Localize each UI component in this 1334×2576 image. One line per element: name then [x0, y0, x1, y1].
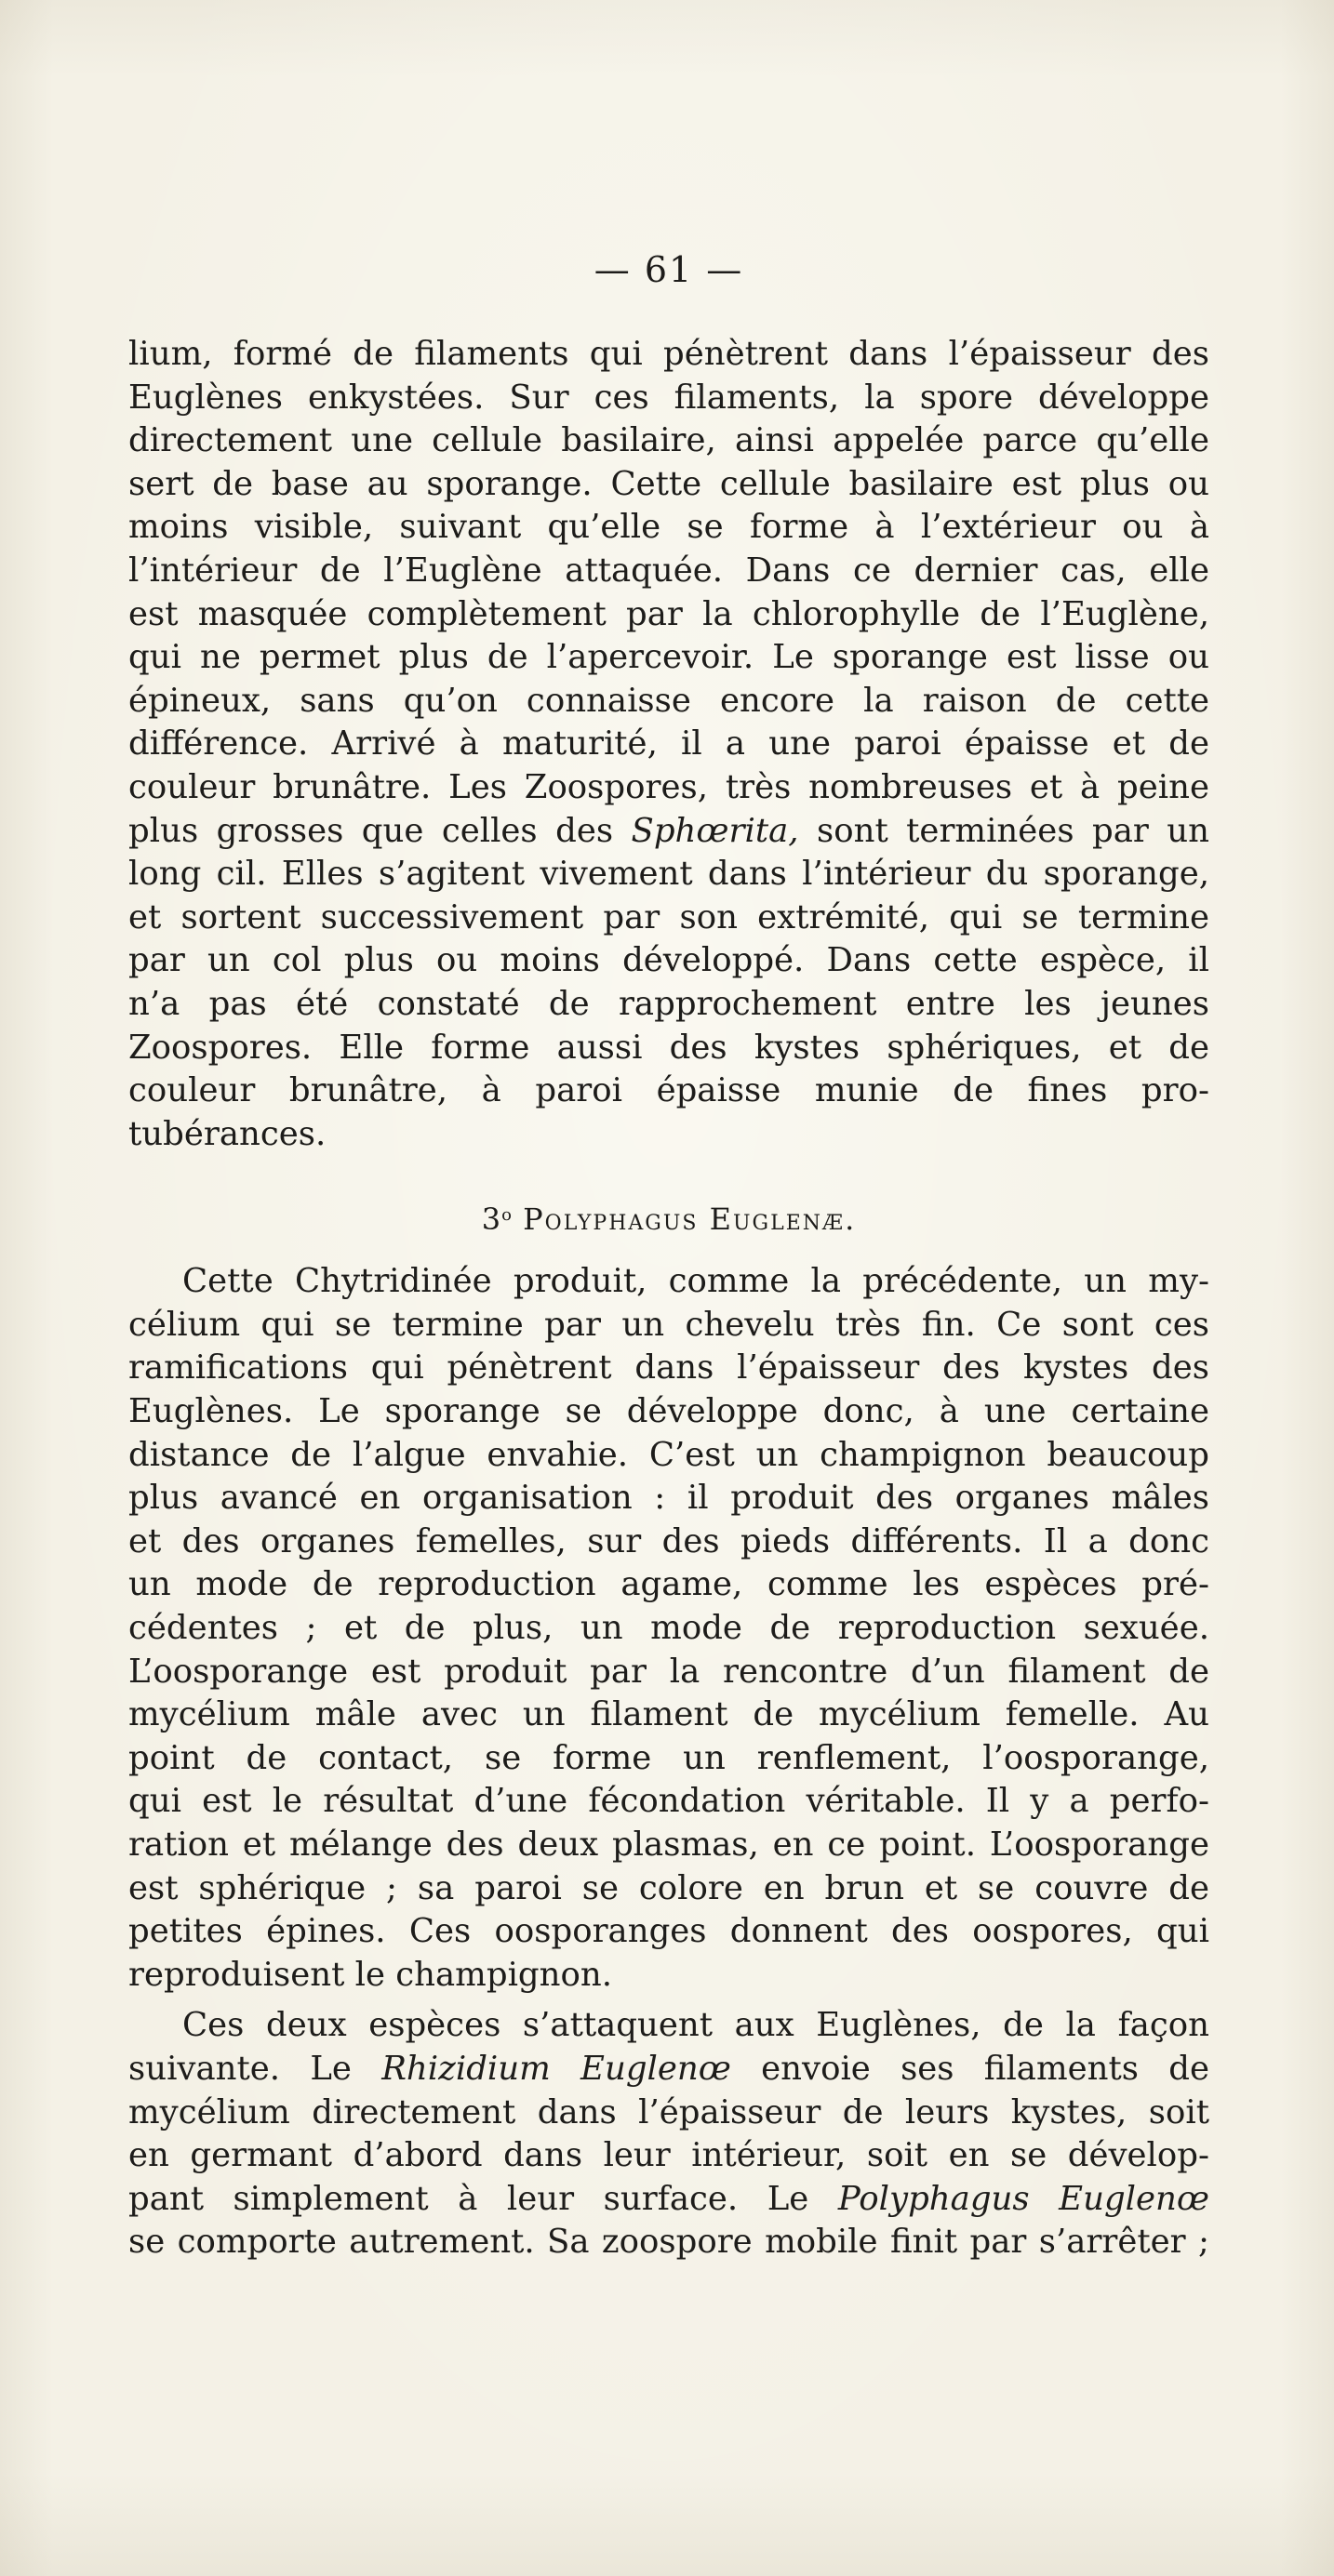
- text-line: couleur brunâtre, à paroi épaisse munie de fines pro-: [128, 1071, 1209, 1110]
- text-line: mycélium mâle avec un filament de mycélium femelle. Au: [128, 1695, 1209, 1734]
- text-line: moins visible, suivant qu’elle se forme à l’extérieur ou à: [128, 508, 1209, 547]
- text-line: directement une cellule basilaire, ainsi appelée parce qu’elle: [128, 421, 1209, 460]
- text-line-with-italic: [128, 2048, 1209, 2091]
- book-page: [128, 251, 1209, 2264]
- text-line: en germant d’abord dans leur intérieur, soit en se dévelop-: [128, 2136, 1209, 2175]
- paragraph-2: [128, 1260, 1209, 1997]
- text-line: distance de l’algue envahie. C’est un champignon beaucoup: [128, 1435, 1209, 1474]
- text-run: plus grosses que celles des: [128, 811, 632, 850]
- italic-taxon: Sphœrita,: [631, 811, 799, 850]
- text-line: mycélium directement dans l’épaisseur de leurs kystes, soit: [128, 2092, 1209, 2131]
- text-line: qui ne permet plus de l’apercevoir. Le sporange est lisse ou: [128, 638, 1209, 677]
- text-line-with-italic: [128, 2178, 1209, 2222]
- italic-taxon: Rhizidium Euglenœ: [381, 2049, 731, 2088]
- italic-taxon: Polyphagus Euglenœ: [837, 2179, 1209, 2218]
- text-run: pant simplement à leur surface. Le: [128, 2179, 838, 2218]
- text-line: qui est le résultat d’une fécondation véritable. Il y a perfo-: [128, 1782, 1209, 1821]
- text-line: se comporte autrement. Sa zoospore mobile finit par s’arrêter ;: [128, 2223, 1209, 2262]
- text-line: petites épines. Ces oosporanges donnent des oospores, qui: [128, 1912, 1209, 1951]
- text-line: différence. Arrivé à maturité, il a une paroi épaisse et de: [128, 724, 1209, 764]
- paragraph-1: [128, 333, 1209, 1156]
- text-line: épineux, sans qu’on connaisse encore la raison de cette: [128, 681, 1209, 720]
- text-line: tubérances.: [128, 1114, 327, 1153]
- text-line: et sortent successivement par son extrémité, qui se termine: [128, 897, 1209, 936]
- text-line-with-italic: [128, 810, 1209, 854]
- text-line: ramifications qui pénètrent dans l’épaisseur des kystes des: [128, 1348, 1209, 1388]
- text-line: reproduisent le champignon.: [128, 1955, 613, 1994]
- text-line: sert de base au sporange. Cette cellule basilaire est plus ou: [128, 464, 1209, 503]
- text-line: ration et mélange des deux plasmas, en ce point. L’oosporange: [128, 1826, 1209, 1864]
- text-line: est masquée complètement par la chlorophylle de l’Euglène,: [128, 594, 1209, 633]
- section-title: Polyphagus Euglenæ.: [523, 1202, 857, 1238]
- text-line: point de contact, se forme un renflement, l’oosporange,: [128, 1738, 1209, 1777]
- text-line: long cil. Elles s’agitent vivement dans l’intérieur du sporange,: [128, 855, 1209, 894]
- ordinal-suffix: o: [501, 1205, 513, 1226]
- page-number: — 61 —: [594, 249, 744, 290]
- text-line: L’oosporange est produit par la rencontre d’un filament de: [128, 1652, 1209, 1691]
- text-line: couleur brunâtre. Les Zoospores, très nombreuses et à peine: [128, 767, 1209, 806]
- text-line: célium qui se termine par un chevelu très fin. Ce sont ces: [128, 1305, 1209, 1344]
- text-line: par un col plus ou moins développé. Dans cette espèce, il: [128, 941, 1209, 980]
- text-run: suivante. Le: [128, 2049, 382, 2088]
- text-line: et des organes femelles, sur des pieds différents. Il a donc: [128, 1521, 1209, 1560]
- text-line: Zoospores. Elle forme aussi des kystes sphériques, et de: [128, 1028, 1209, 1067]
- paragraph-3: [128, 2004, 1209, 2264]
- section-number: 3: [481, 1202, 502, 1238]
- text-line: cédentes ; et de plus, un mode de reproduction sexuée.: [128, 1609, 1209, 1648]
- text-line: plus avancé en organisation : il produit des organes mâles: [128, 1479, 1209, 1518]
- text-line: l’intérieur de l’Euglène attaquée. Dans ce dernier cas, elle: [128, 551, 1209, 590]
- text-line: lium, formé de filaments qui pénètrent dans l’épaisseur des: [128, 335, 1209, 373]
- text-run: envoie ses filaments de: [730, 2049, 1209, 2088]
- text-line: Cette Chytridinée produit, comme la précédente, un my-: [182, 1262, 1209, 1301]
- text-line: un mode de reproduction agame, comme les espèces pré-: [128, 1565, 1209, 1604]
- text-line: Euglènes. Le sporange se développe donc, à une certaine: [128, 1392, 1209, 1431]
- text-run: sont terminées par un: [798, 811, 1210, 850]
- text-line: est sphérique ; sa paroi se colore en brun et se couvre de: [128, 1868, 1209, 1907]
- text-line: Ces deux espèces s’attaquent aux Euglènes, de la façon: [182, 2006, 1209, 2045]
- paragraph-gap: [128, 1997, 1209, 2004]
- text-line: n’a pas été constaté de rapprochement entre les jeunes: [128, 984, 1209, 1023]
- section-heading: [128, 1197, 1209, 1238]
- text-line: Euglènes enkystées. Sur ces filaments, la spore développe: [128, 378, 1209, 417]
